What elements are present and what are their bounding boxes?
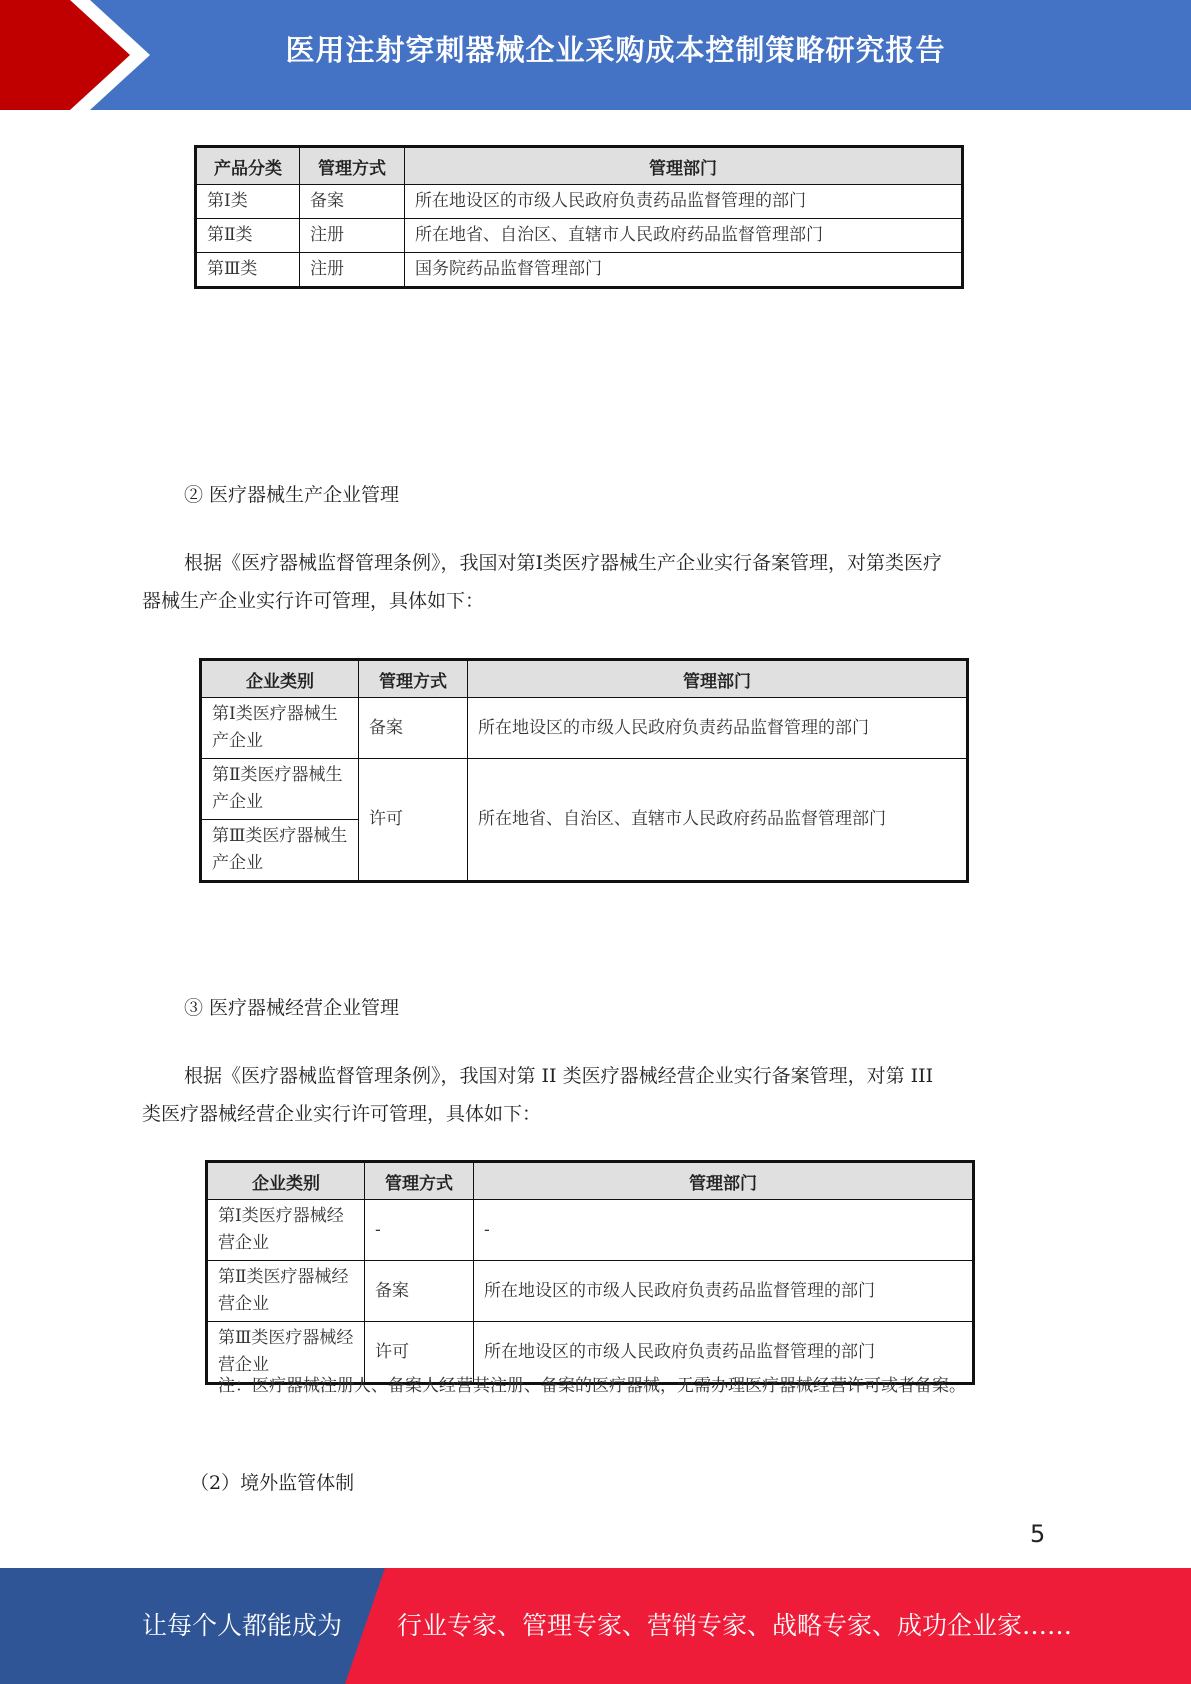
column-header: 管理部门 [468,660,968,698]
table-row [201,698,968,759]
table-cell: 许可 [359,759,468,882]
column-header: 企业类别 [207,1162,365,1200]
production-enterprise-table [199,658,969,883]
page-number: 5 [1030,1520,1046,1548]
paragraph [142,1057,1062,1133]
table-cell: 第Ⅰ类医疗器械经营企业 [207,1200,365,1261]
table-cell: 备案 [359,698,468,759]
column-header: 管理方式 [359,660,468,698]
paragraph [142,544,1062,620]
page-footer [0,1568,1191,1684]
table-header-row [196,147,963,185]
paragraph-line: 类医疗器械经营企业实行许可管理，具体如下： [142,1103,542,1125]
column-header: 管理方式 [300,147,405,185]
table-row [196,185,963,219]
table-row [201,759,968,820]
table-cell: - [365,1200,474,1261]
table-cell: 备案 [300,185,405,219]
column-header: 管理方式 [365,1162,474,1200]
table-cell: 第Ⅱ类 [196,219,300,253]
section-heading: （2）境外监管体制 [190,1472,355,1494]
paragraph-line: 根据《医疗器械监督管理条例》，我国对第Ⅰ类医疗器械生产企业实行备案管理，对第类医疗 [184,552,943,574]
table-cell: 所在地设区的市级人民政府负责药品监督管理的部门 [474,1322,974,1384]
product-class-table [194,145,964,289]
table-cell: 第Ⅱ类医疗器械经营企业 [207,1261,365,1322]
table-row [196,219,963,253]
table-row [207,1200,974,1261]
paragraph-line: 器械生产企业实行许可管理，具体如下： [142,590,485,612]
section-heading: ② 医疗器械生产企业管理 [184,484,400,506]
table-cell: 备案 [365,1261,474,1322]
table-cell: - [474,1200,974,1261]
table-cell: 注册 [300,219,405,253]
table-cell: 所在地设区的市级人民政府负责药品监督管理的部门 [474,1261,974,1322]
table-row [207,1261,974,1322]
table-cell: 第Ⅱ类医疗器械生产企业 [201,759,359,820]
paragraph-line: 根据《医疗器械监督管理条例》，我国对第 II 类医疗器械经营企业实行备案管理，对第 III [184,1065,934,1087]
table-cell: 国务院药品监督管理部门 [405,253,963,288]
table-cell: 第Ⅲ类 [196,253,300,288]
column-header: 管理部门 [405,147,963,185]
table-cell: 所在地设区的市级人民政府负责药品监督管理的部门 [405,185,963,219]
table-cell: 所在地省、自治区、直辖市人民政府药品监督管理部门 [468,759,968,882]
column-header: 管理部门 [474,1162,974,1200]
footer-slogan-left: 让每个人都能成为 [142,1611,343,1640]
footer-slogan-right: 行业专家、管理专家、营销专家、战略专家、成功企业家…… [397,1611,1073,1640]
table-cell: 第Ⅰ类 [196,185,300,219]
table-cell: 第Ⅲ类医疗器械生产企业 [201,820,359,882]
table-cell: 第Ⅲ类医疗器械经营企业 [207,1322,365,1384]
table-cell: 注册 [300,253,405,288]
section-heading: ③ 医疗器械经营企业管理 [184,997,400,1019]
table-note: 注：医疗器械注册人、备案人经营其注册、备案的医疗器械，无需办理医疗器械经营许可或者备案。 [218,1376,966,1396]
column-header: 企业类别 [201,660,359,698]
column-header: 产品分类 [196,147,300,185]
table-header-row [201,660,968,698]
table-cell: 所在地省、自治区、直辖市人民政府药品监督管理部门 [405,219,963,253]
page-header [0,0,1191,110]
business-enterprise-table [205,1160,975,1385]
document-title: 医用注射穿刺器械企业采购成本控制策略研究报告 [285,33,946,67]
table-cell: 第Ⅰ类医疗器械生产企业 [201,698,359,759]
table-row [196,253,963,288]
table-header-row [207,1162,974,1200]
table-cell: 许可 [365,1322,474,1384]
table-cell: 所在地设区的市级人民政府负责药品监督管理的部门 [468,698,968,759]
